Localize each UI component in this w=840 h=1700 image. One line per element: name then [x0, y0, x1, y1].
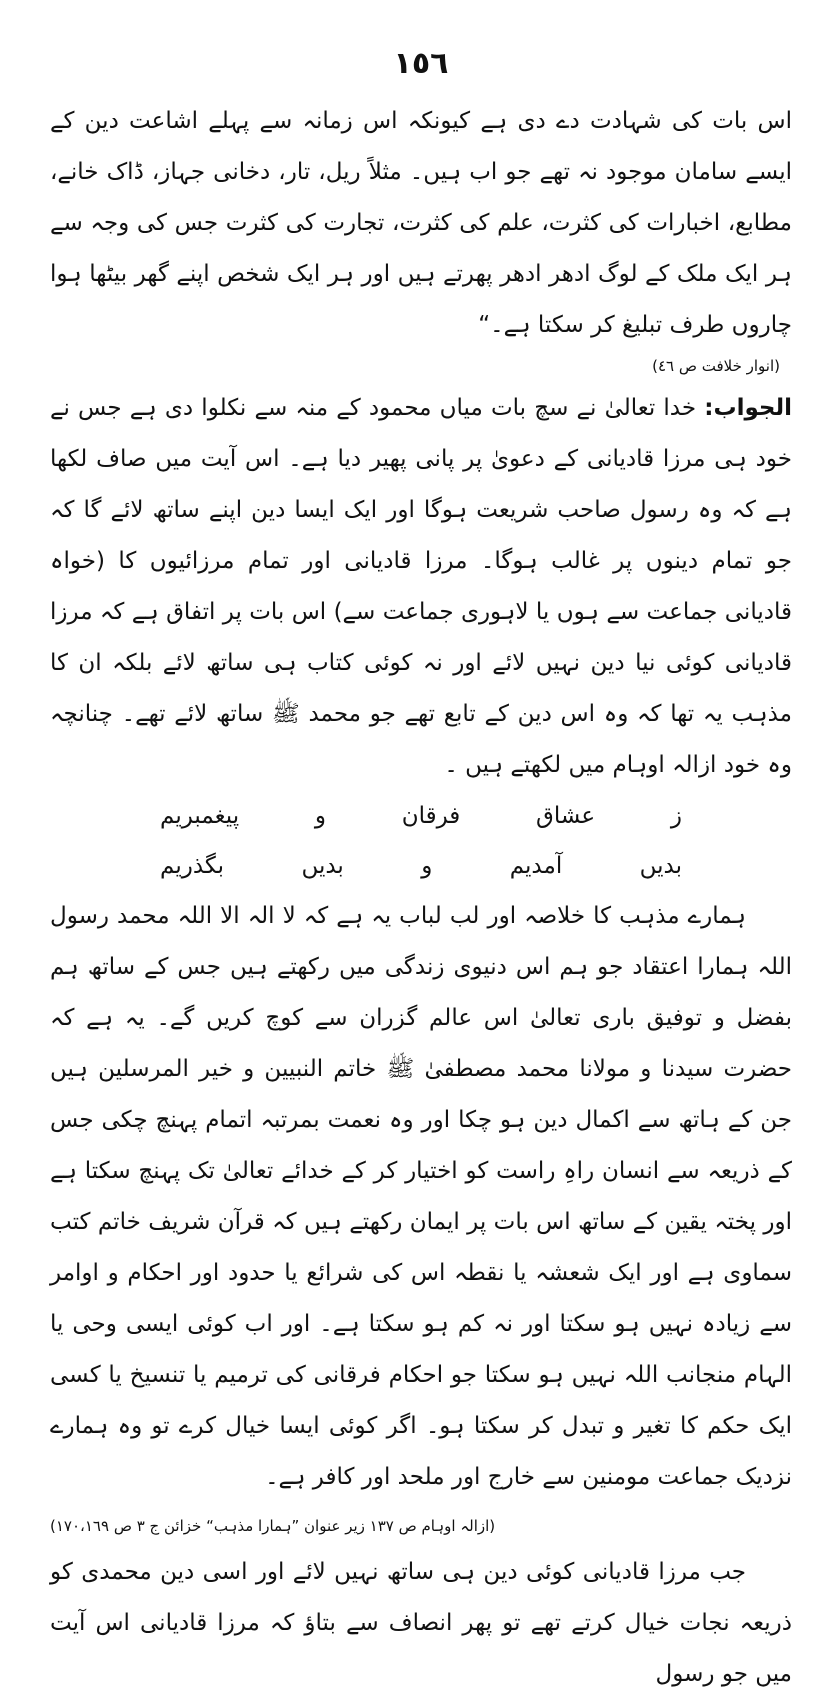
answer-paragraph	[50, 383, 792, 791]
creed-citation: (ازالہ اوہام ص ١٣٧ زیر عنوان ”ہمارا مذہب“ خزائن ج ٣ ص ١٧٠،١٦٩)	[50, 1517, 496, 1535]
closing-paragraph: جب مرزا قادیانی کوئی دین ہی ساتھ نہیں لائے اور اسی دین محمدی کو ذریعہ نجات خیال کرتے تھے تو پھر انصاف سے بتاؤ کہ مرزا قادیانی اس آیت میں جو رسول	[50, 1559, 792, 1687]
verse-word: آمدیم	[509, 853, 563, 879]
verse-line-2	[160, 841, 682, 891]
persian-verse	[160, 791, 682, 891]
answer-lead: الجواب:	[704, 395, 792, 421]
verse-word: بدیں	[301, 853, 344, 879]
answer-text: خدا تعالیٰ نے سچ بات میاں محمود کے منہ سے نکلوا دی ہے جس نے خود ہی مرزا قادیانی کے دعویٰ پر پانی پھیر دیا ہے۔ اس آیت میں صاف لکھا ہے کہ وہ رسول صاحب شریعت ہوگا اور ایک ایسا دین اپنے ساتھ لائے گا کہ جو تمام دینوں پر غالب ہوگا۔ مرزا قادیانی اور تمام مرزائیوں کا (خواہ قادیانی جماعت سے ہوں یا لاہوری جماعت سے) اس بات پر اتفاق ہے کہ مرزا قادیانی کوئی نیا دین نہیں لائے اور نہ کوئی کتاب ہی ساتھ لائے بلکہ ان کا مذہب یہ تھا کہ وہ اس دین کے تابع تھے جو محمد ﷺ ساتھ لائے تھے۔ چنانچہ وہ خود ازالہ اوہام میں لکھتے ہیں ۔	[50, 395, 792, 778]
verse-word: بگذریم	[160, 853, 225, 879]
quote-paragraph: اس بات کی شہادت دے دی ہے کیونکہ اس زمانہ سے پہلے اشاعت دین کے ایسے سامان موجود نہ تھے جو اب ہیں۔ مثلاً ریل، تار، دخانی جہاز، ڈاک خانے، مطابع، اخبارات کی کثرت، علم کی کثرت، تجارت کی کثرت جس کی وجہ سے ہر ایک ملک کے لوگ ادھر ادھر پھرتے ہیں اور ہر ایک شخص اپنے گھر بیٹھا ہوا چاروں طرف تبلیغ کر سکتا ہے۔“	[50, 108, 792, 338]
verse-word: ز	[670, 803, 682, 829]
creed-paragraph: ہمارے مذہب کا خلاصہ اور لب لباب یہ ہے کہ لا الہ الا اللہ محمد رسول اللہ ہمارا اعتقاد جو ہم اس دنیوی زندگی میں رکھتے ہیں جس کے ساتھ ہم بفضل و توفیق باری تعالیٰ اس عالم گزران سے کوچ کریں گے۔ یہ ہے کہ حضرت سیدنا و مولانا محمد مصطفیٰ ﷺ خاتم النبیین و خیر المرسلین ہیں جن کے ہاتھ سے اکمال دین ہو چکا اور وہ نعمت بمرتبہ اتمام پہنچ چکی جس کے ذریعہ سے انسان راہِ راست کو اختیار کر کے خدائے تعالیٰ تک پہنچ سکتا ہے اور پختہ یقین کے ساتھ اس بات پر ایمان رکھتے ہیں کہ قرآن شریف خاتم کتب سماوی ہے اور ایک شعشہ یا نقطہ اس کی شرائع یا حدود اور احکام و اوامر سے زیادہ نہیں ہو سکتا اور نہ کم ہو سکتا ہے۔ اور اب کوئی ایسی وحی یا الہام منجانب اللہ نہیں ہو سکتا جو احکام فرقانی کی ترمیم یا تنسیخ یا کسی ایک حکم کا تغیر و تبدل کر سکتا ہو۔ اگر کوئی ایسا خیال کرے تو وہ ہمارے نزدیک جماعت مومنین سے خارج اور ملحد اور کافر ہے۔	[50, 903, 792, 1490]
verse-line-1	[160, 791, 682, 841]
verse-word: عشاق	[536, 803, 596, 829]
verse-word: و	[314, 803, 326, 829]
verse-word: پیغمبریم	[160, 803, 240, 829]
verse-word: فرقان	[401, 803, 461, 829]
page-number: ١٥٦	[393, 46, 449, 81]
quote-citation: (انوار خلافت ص ٤٦)	[652, 357, 780, 375]
verse-word: بدیں	[639, 853, 682, 879]
verse-word: و	[421, 853, 433, 879]
